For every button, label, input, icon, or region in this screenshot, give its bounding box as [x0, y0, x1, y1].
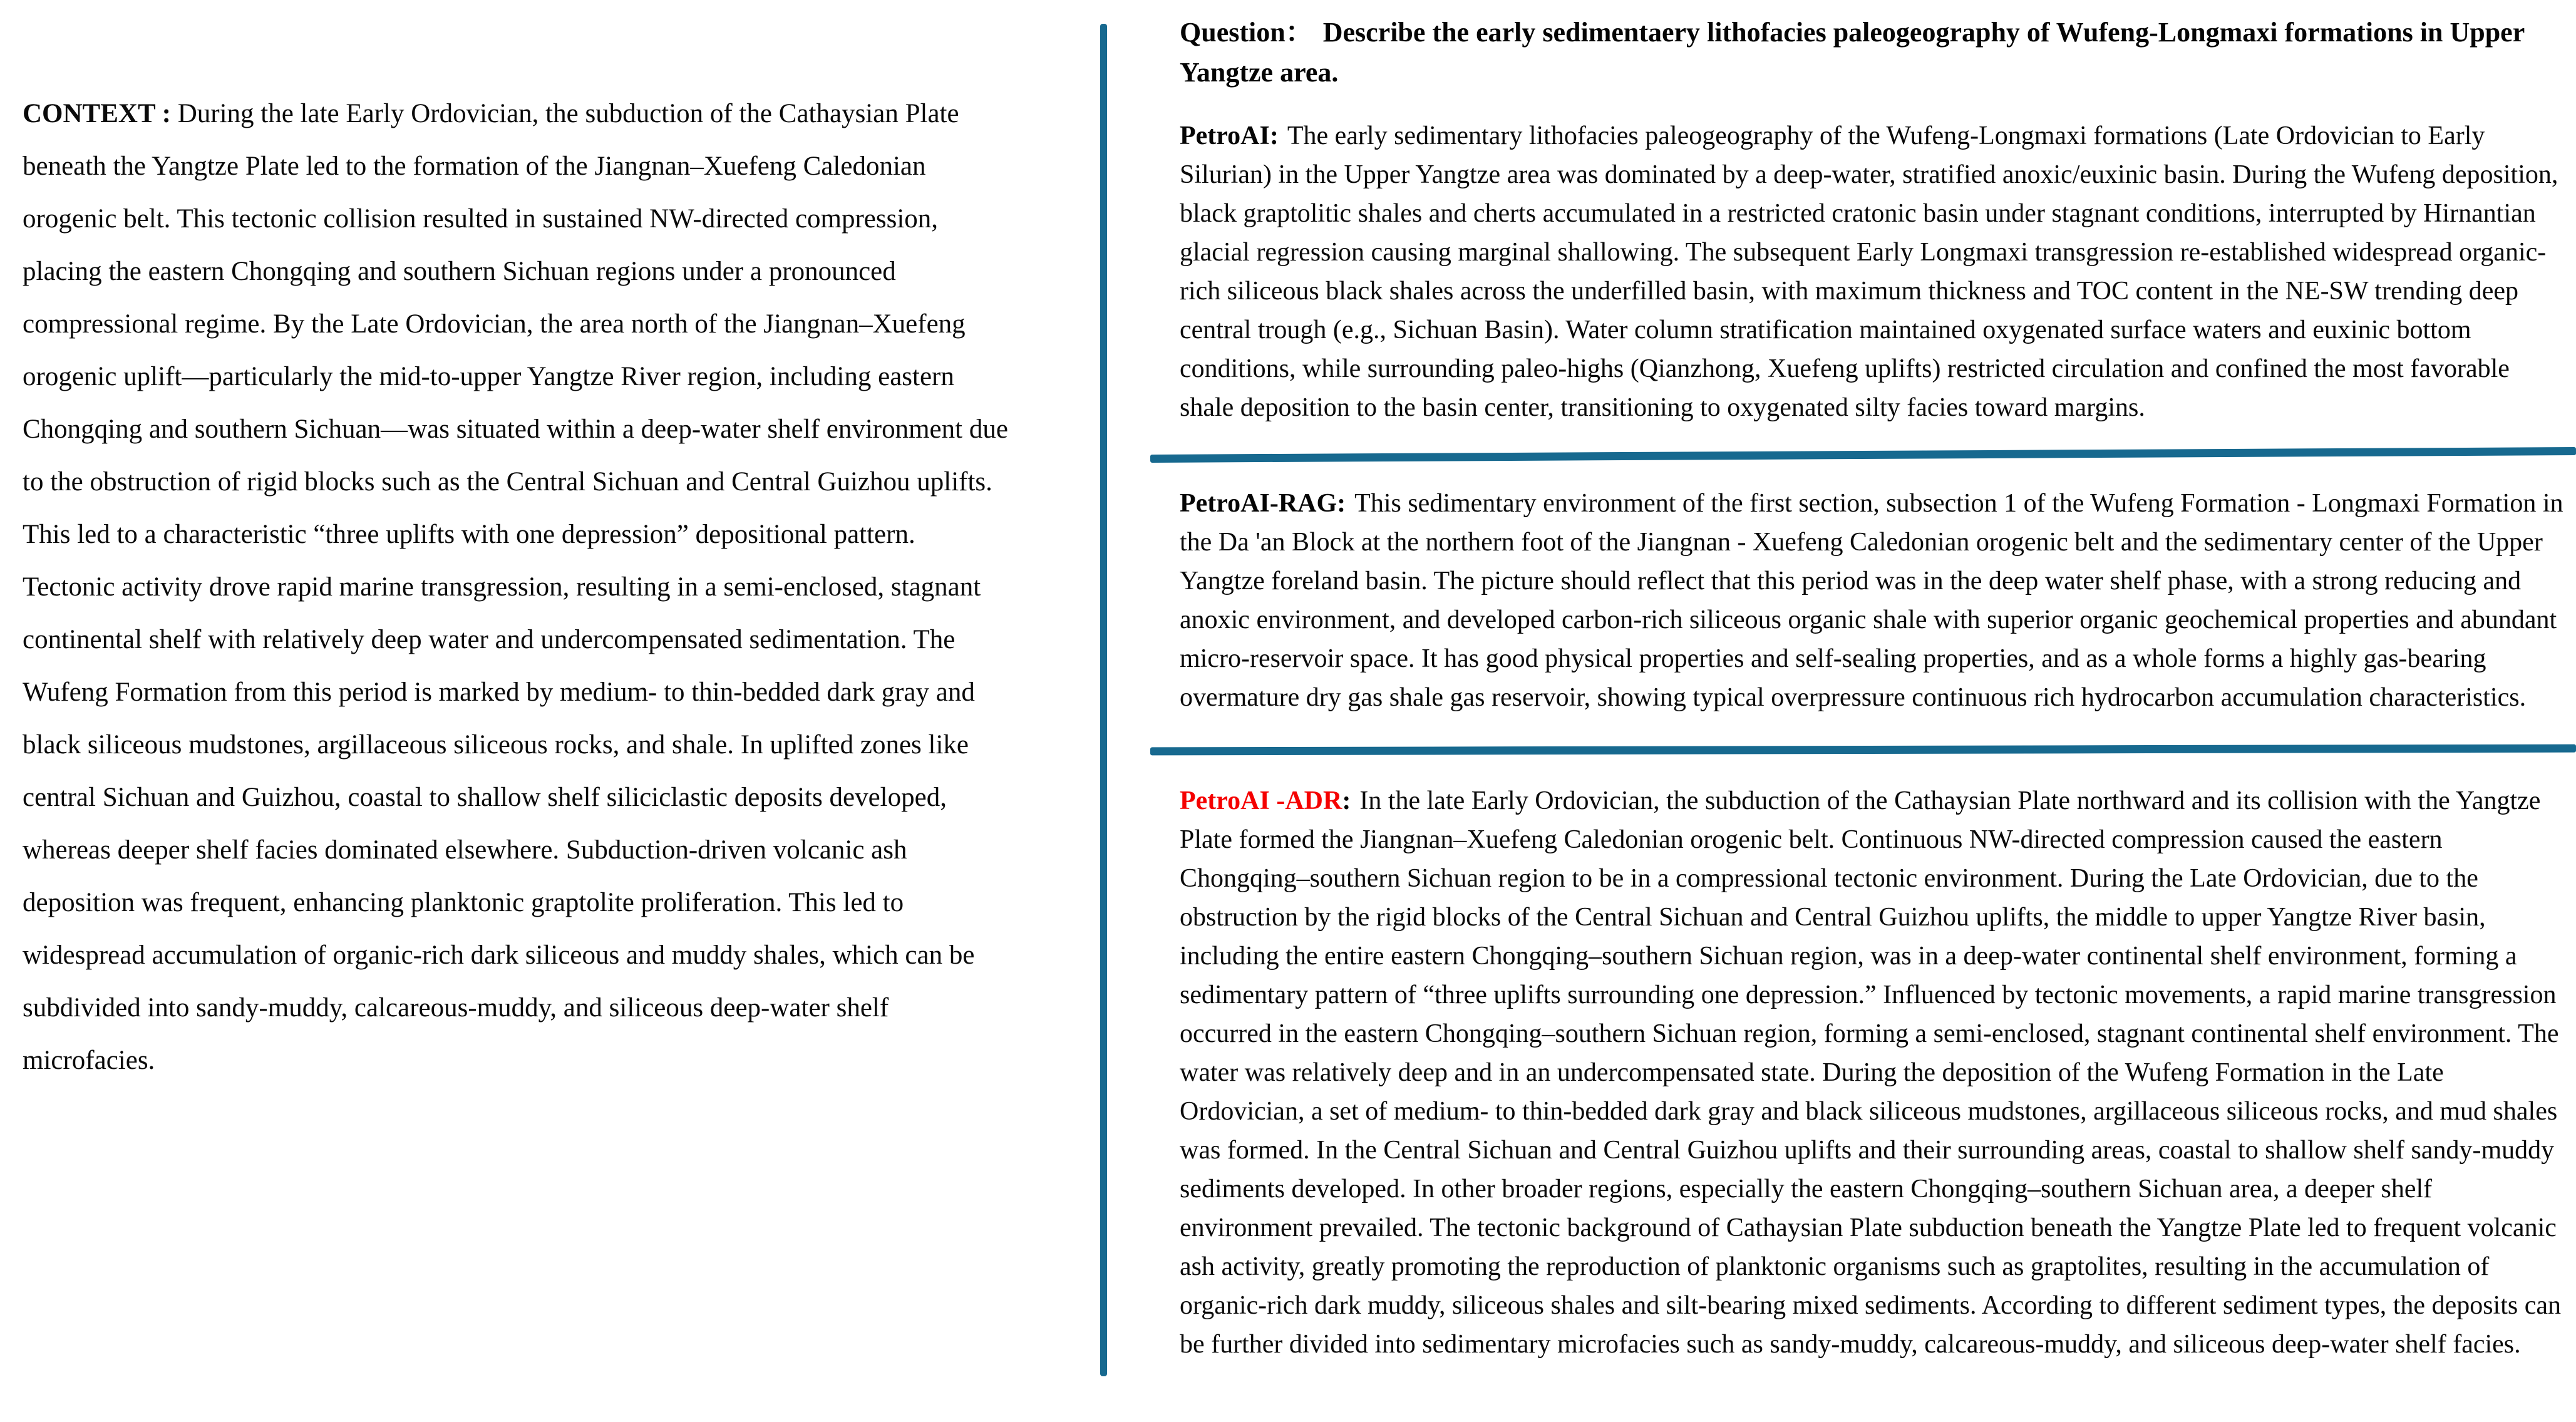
petroai-answer-text: The early sedimentary lithofacies paleogeography of the Wufeng-Longmaxi formations (Late Ordovician to Early Silurian) in the Upper Yangtze area was dominated by a deep-water, stratified anoxic/euxinic basin. During the Wufeng deposition, black graptolitic shales and cherts accumulated in a restricted cratonic basin under stagnant conditions, interrupted by Hirnantian glacial regression causing marginal shallowing. The subsequent Early Longmaxi transgression re-established widespread organic-rich siliceous black shales across the underfilled basin, with maximum thickness and TOC content in the NE-SW trending deep central trough (e.g., Sichuan Basin). Water column stratification maintained oxygenated surface waters and euxinic bottom conditions, while surrounding paleo-highs (Qianzhong, Xuefeng uplifts) restricted circulation and confined the most favorable shale deposition to the basin center, transitioning to oxygenated silty facies toward margins. — [1180, 121, 2558, 422]
petroai-rag-answer-text: This sedimentary environment of the first section, subsection 1 of the Wufeng Formation - Longmaxi Formation in the Da 'an Block at the northern foot of the Jiangnan - Xuefeng Caledonian orogenic belt and the sedimentary center of the Upper Yangtze foreland basin. The picture should reflect that this period was in the deep water shelf phase, with a strong reducing and anoxic environment, and developed carbon-rich siliceous organic shale with superior organic geochemical properties and abundant micro-reservoir space. It has good physical properties and self-sealing properties, and as a whole forms a highly gas-bearing overmature dry gas shale gas reservoir, showing typical overpressure continuous rich hydrocarbon accumulation characteristics. — [1180, 489, 2563, 712]
context-panel — [23, 88, 1011, 1087]
column-divider-line — [1100, 24, 1107, 1376]
section-divider-line — [1150, 447, 2576, 463]
petroai-adr-section — [1180, 781, 2565, 1364]
context-body-text: During the late Early Ordovician, the subduction of the Cathaysian Plate beneath the Yangtze Plate led to the formation of the Jiangnan–Xuefeng Caledonian orogenic belt. This tectonic collision resulted in sustained NW-directed compression, placing the eastern Chongqing and southern Sichuan regions under a pronounced compressional regime. By the Late Ordovician, the area north of the Jiangnan–Xuefeng orogenic uplift—particularly the mid-to-upper Yangtze River region, including eastern Chongqing and southern Sichuan—was situated within a deep-water shelf environment due to the obstruction of rigid blocks such as the Central Sichuan and Central Guizhou uplifts. This led to a characteristic “three uplifts with one depression” depositional pattern. Tectonic activity drove rapid marine transgression, resulting in a semi-enclosed, stagnant continental shelf with relatively deep water and undercompensated sedimentation. The Wufeng Formation from this period is marked by medium- to thin-bedded dark gray and black siliceous mudstones, argillaceous siliceous rocks, and shale. In uplifted zones like central Sichuan and Guizhou, coastal to shallow shelf siliciclastic deposits developed, whereas deeper shelf facies dominated elsewhere. Subduction-driven volcanic ash deposition was frequent, enhancing planktonic graptolite proliferation. This led to widespread accumulation of organic-rich dark siliceous and muddy shales, which can be subdivided into sandy-muddy, calcareous-muddy, and siliceous deep-water shelf microfacies. — [23, 99, 1008, 1075]
petroai-adr-label-colon: : — [1342, 786, 1351, 815]
question-text: Describe the early sedimentaery lithofacies paleogeography of Wufeng-Longmaxi formations in Upper Yangtze area. — [1180, 17, 2525, 88]
question-label: Question： — [1180, 17, 1313, 48]
answers-panel — [1180, 13, 2565, 1364]
petroai-section — [1180, 116, 2565, 427]
petroai-adr-label: PetroAI -ADR — [1180, 786, 1342, 815]
context-label: CONTEXT : — [23, 99, 171, 128]
petroai-adr-answer-text: In the late Early Ordovician, the subduction of the Cathaysian Plate northward and its collision with the Yangtze Plate formed the Jiangnan–Xuefeng Caledonian orogenic belt. Continuous NW-directed compression caused the eastern Chongqing–southern Sichuan region to be in a compressional tectonic environment. During the Late Ordovician, due to the obstruction by the rigid blocks of the Central Sichuan and Central Guizhou uplifts, the middle to upper Yangtze River basin, including the entire eastern Chongqing–southern Sichuan region, was in a deep-water continental shelf environment, forming a sedimentary pattern of “three uplifts surrounding one depression.” Influenced by tectonic movements, a rapid marine transgression occurred in the eastern Chongqing–southern Sichuan region, forming a semi-enclosed, stagnant continental shelf environment. The water was relatively deep and in an undercompensated state. During the deposition of the Wufeng Formation in the Late Ordovician, a set of medium- to thin-bedded dark gray and black siliceous mudstones, argillaceous siliceous rocks, and mud shales was formed. In the Central Sichuan and Central Guizhou uplifts and their surrounding areas, coastal to shallow shelf sandy-muddy sediments developed. In other broader regions, especially the eastern Chongqing–southern Sichuan area, a deeper shelf environment prevailed. The tectonic background of Cathaysian Plate subduction beneath the Yangtze Plate led to frequent volcanic ash activity, greatly promoting the reproduction of planktonic organisms such as graptolites, resulting in the accumulation of organic-rich dark muddy, siliceous shales and silt-bearing mixed sediments. According to different sediment types, the deposits can be further divided into sedimentary microfacies such as sandy-muddy, calcareous-muddy, and siliceous deep-water shelf facies. — [1180, 786, 2562, 1359]
question-block — [1180, 13, 2565, 93]
petroai-rag-label: PetroAI-RAG — [1180, 489, 1337, 518]
petroai-label-colon: : — [1269, 121, 1279, 150]
section-divider-line — [1150, 744, 2576, 756]
petroai-label: PetroAI — [1180, 121, 1270, 150]
petroai-rag-label-colon: : — [1337, 489, 1346, 518]
context-paragraph — [23, 88, 1011, 1087]
petroai-rag-section — [1180, 484, 2565, 717]
